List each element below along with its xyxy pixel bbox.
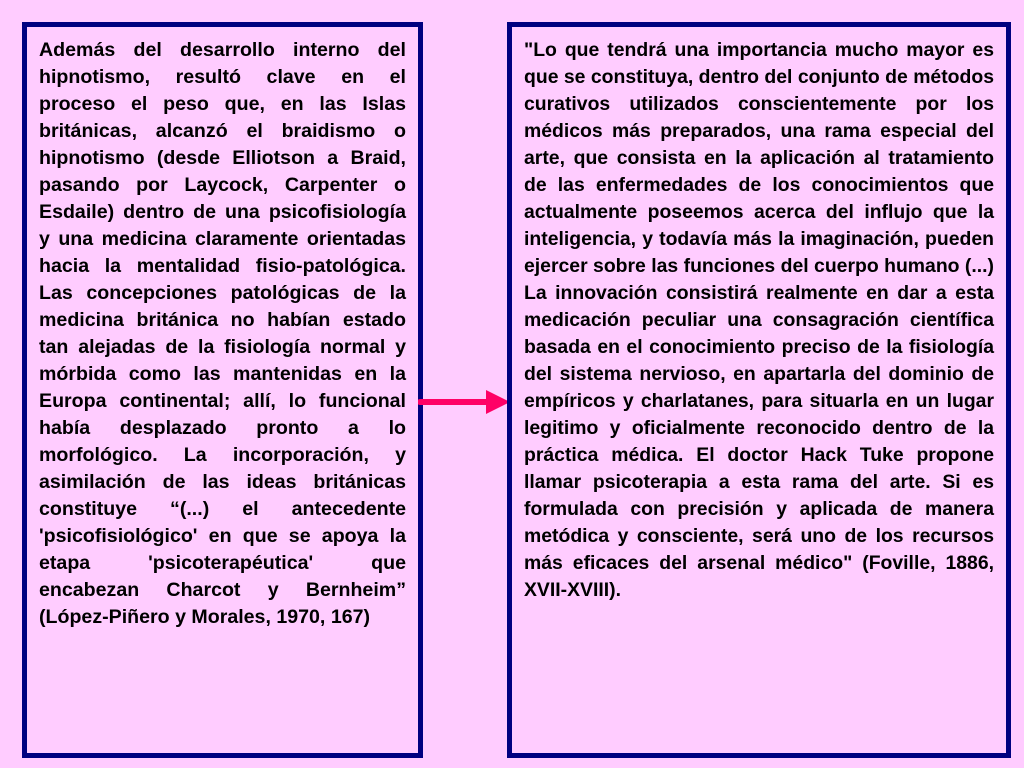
right-text-panel — [507, 22, 1011, 758]
right-panel-text: "Lo que tendrá una importancia mucho mayor es que se constituya, dentro del conjunto de métodos curativos utilizados conscientemente por los médicos más preparados, una rama especial del arte, que consista en la aplicación al tratamiento de las enfermedades de los conocimientos que actualmente poseemos acerca del influjo que la inteligencia, y todavía más la imaginación, pueden ejercer sobre las funciones del cuerpo humano (...) La innovación consistirá realmente en dar a esta medicación peculiar una consagración científica basada en el conocimiento preciso de la fisiología del sistema nervioso, en apartarla del dominio de empíricos y charlatanes, para situarla en un lugar legitimo y oficialmente reconocido dentro de la práctica médica. El doctor Hack Tuke propone llamar psicoterapia a esta rama del arte. Si es formulada con precisión y aplicada de manera metódica y consciente, será uno de los recursos más eficaces del arsenal médico" (Foville, 1886, XVII-XVIII). — [524, 39, 994, 601]
right-arrow-icon — [418, 389, 510, 415]
left-panel-text: Además del desarrollo interno del hipnotismo, resultó clave en el proceso el peso que, en las Islas británicas, alcanzó el braidismo o hipnotismo (desde Elliotson a Braid, pasando por Laycock, Carpenter o Esdaile) dentro de una psicofisiología y una medicina claramente orientadas hacia la mentalidad fisio-patológica. Las concepciones patológicas de la medicina británica no habían estado tan alejadas de la fisiología normal y mórbida como las mantenidas en la Europa continental; allí, lo funcional había desplazado pronto a lo morfológico. La incorporación, y asimilación de las ideas británicas constituye “(...) el antecedente 'psicofisiológico' en que se apoya la etapa 'psicoterapéutica' que encabezan Charcot y Bernheim” (López-Piñero y Morales, 1970, 167) — [39, 39, 406, 628]
left-text-panel — [22, 22, 423, 758]
